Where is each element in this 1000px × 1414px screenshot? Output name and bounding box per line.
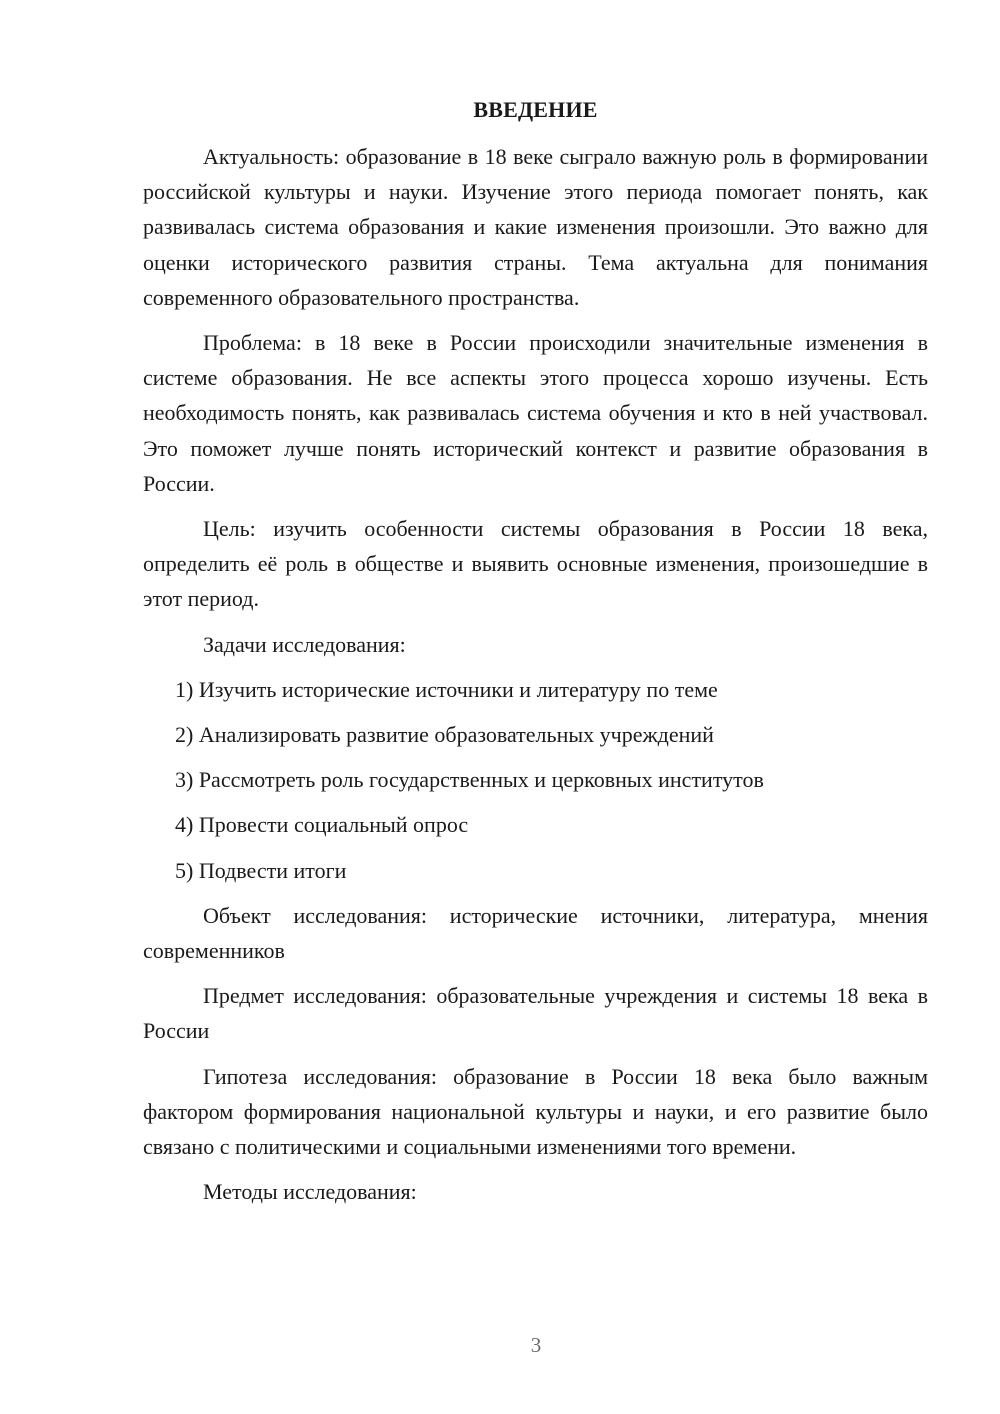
subject-paragraph: Предмет исследования: образовательные учреждения и системы 18 века в России [143,983,928,1044]
list-item: 1) Изучить исторические источники и литературу по теме [175,676,718,702]
page-content [143,92,928,1219]
list-item: 3) Рассмотреть роль государственных и церковных институтов [175,767,764,793]
methods-heading: Методы исследования: [203,1179,417,1205]
tasks-list [143,672,928,888]
relevance-paragraph: Актуальность: образование в 18 веке сыграло важную роль в формировании российской культуры и науки. Изучение этого периода помогает понять, как развивалась система образования и какие изменения произошли. Это важно для оценки исторического развития страны. Тема актуальна для понимания современного образовательного пространства. [143,144,928,310]
goal-paragraph: Цель: изучить особенности системы образования в России 18 века, определить её роль в обществе и выявить основные изменения, произошедшие в этот период. [143,516,928,612]
tasks-heading: Задачи исследования: [203,631,406,657]
hypothesis-paragraph: Гипотеза исследования: образование в России 18 века было важным фактором формирования национальной культуры и науки, и его развитие было связано с политическими и социальными изменениями того времени. [143,1063,928,1160]
problem-paragraph: Проблема: в 18 веке в России происходили значительные изменения в системе образования. Не все аспекты этого процесса хорошо изучены. Есть необходимость понять, как развивалась система обучения и кто в ней участвовал. Это поможет лучше понять исторический контекст и развитие образования в России. [143,330,928,496]
list-item: 4) Провести социальный опрос [175,812,469,838]
page-number: 3 [530,1333,542,1357]
page-title: ВВЕДЕНИЕ [473,97,598,122]
list-item: 2) Анализировать развитие образовательных учреждений [175,722,714,748]
list-item: 5) Подвести итоги [175,857,347,883]
object-paragraph: Объект исследования: исторические источники, литература, мнения современников [143,902,928,964]
